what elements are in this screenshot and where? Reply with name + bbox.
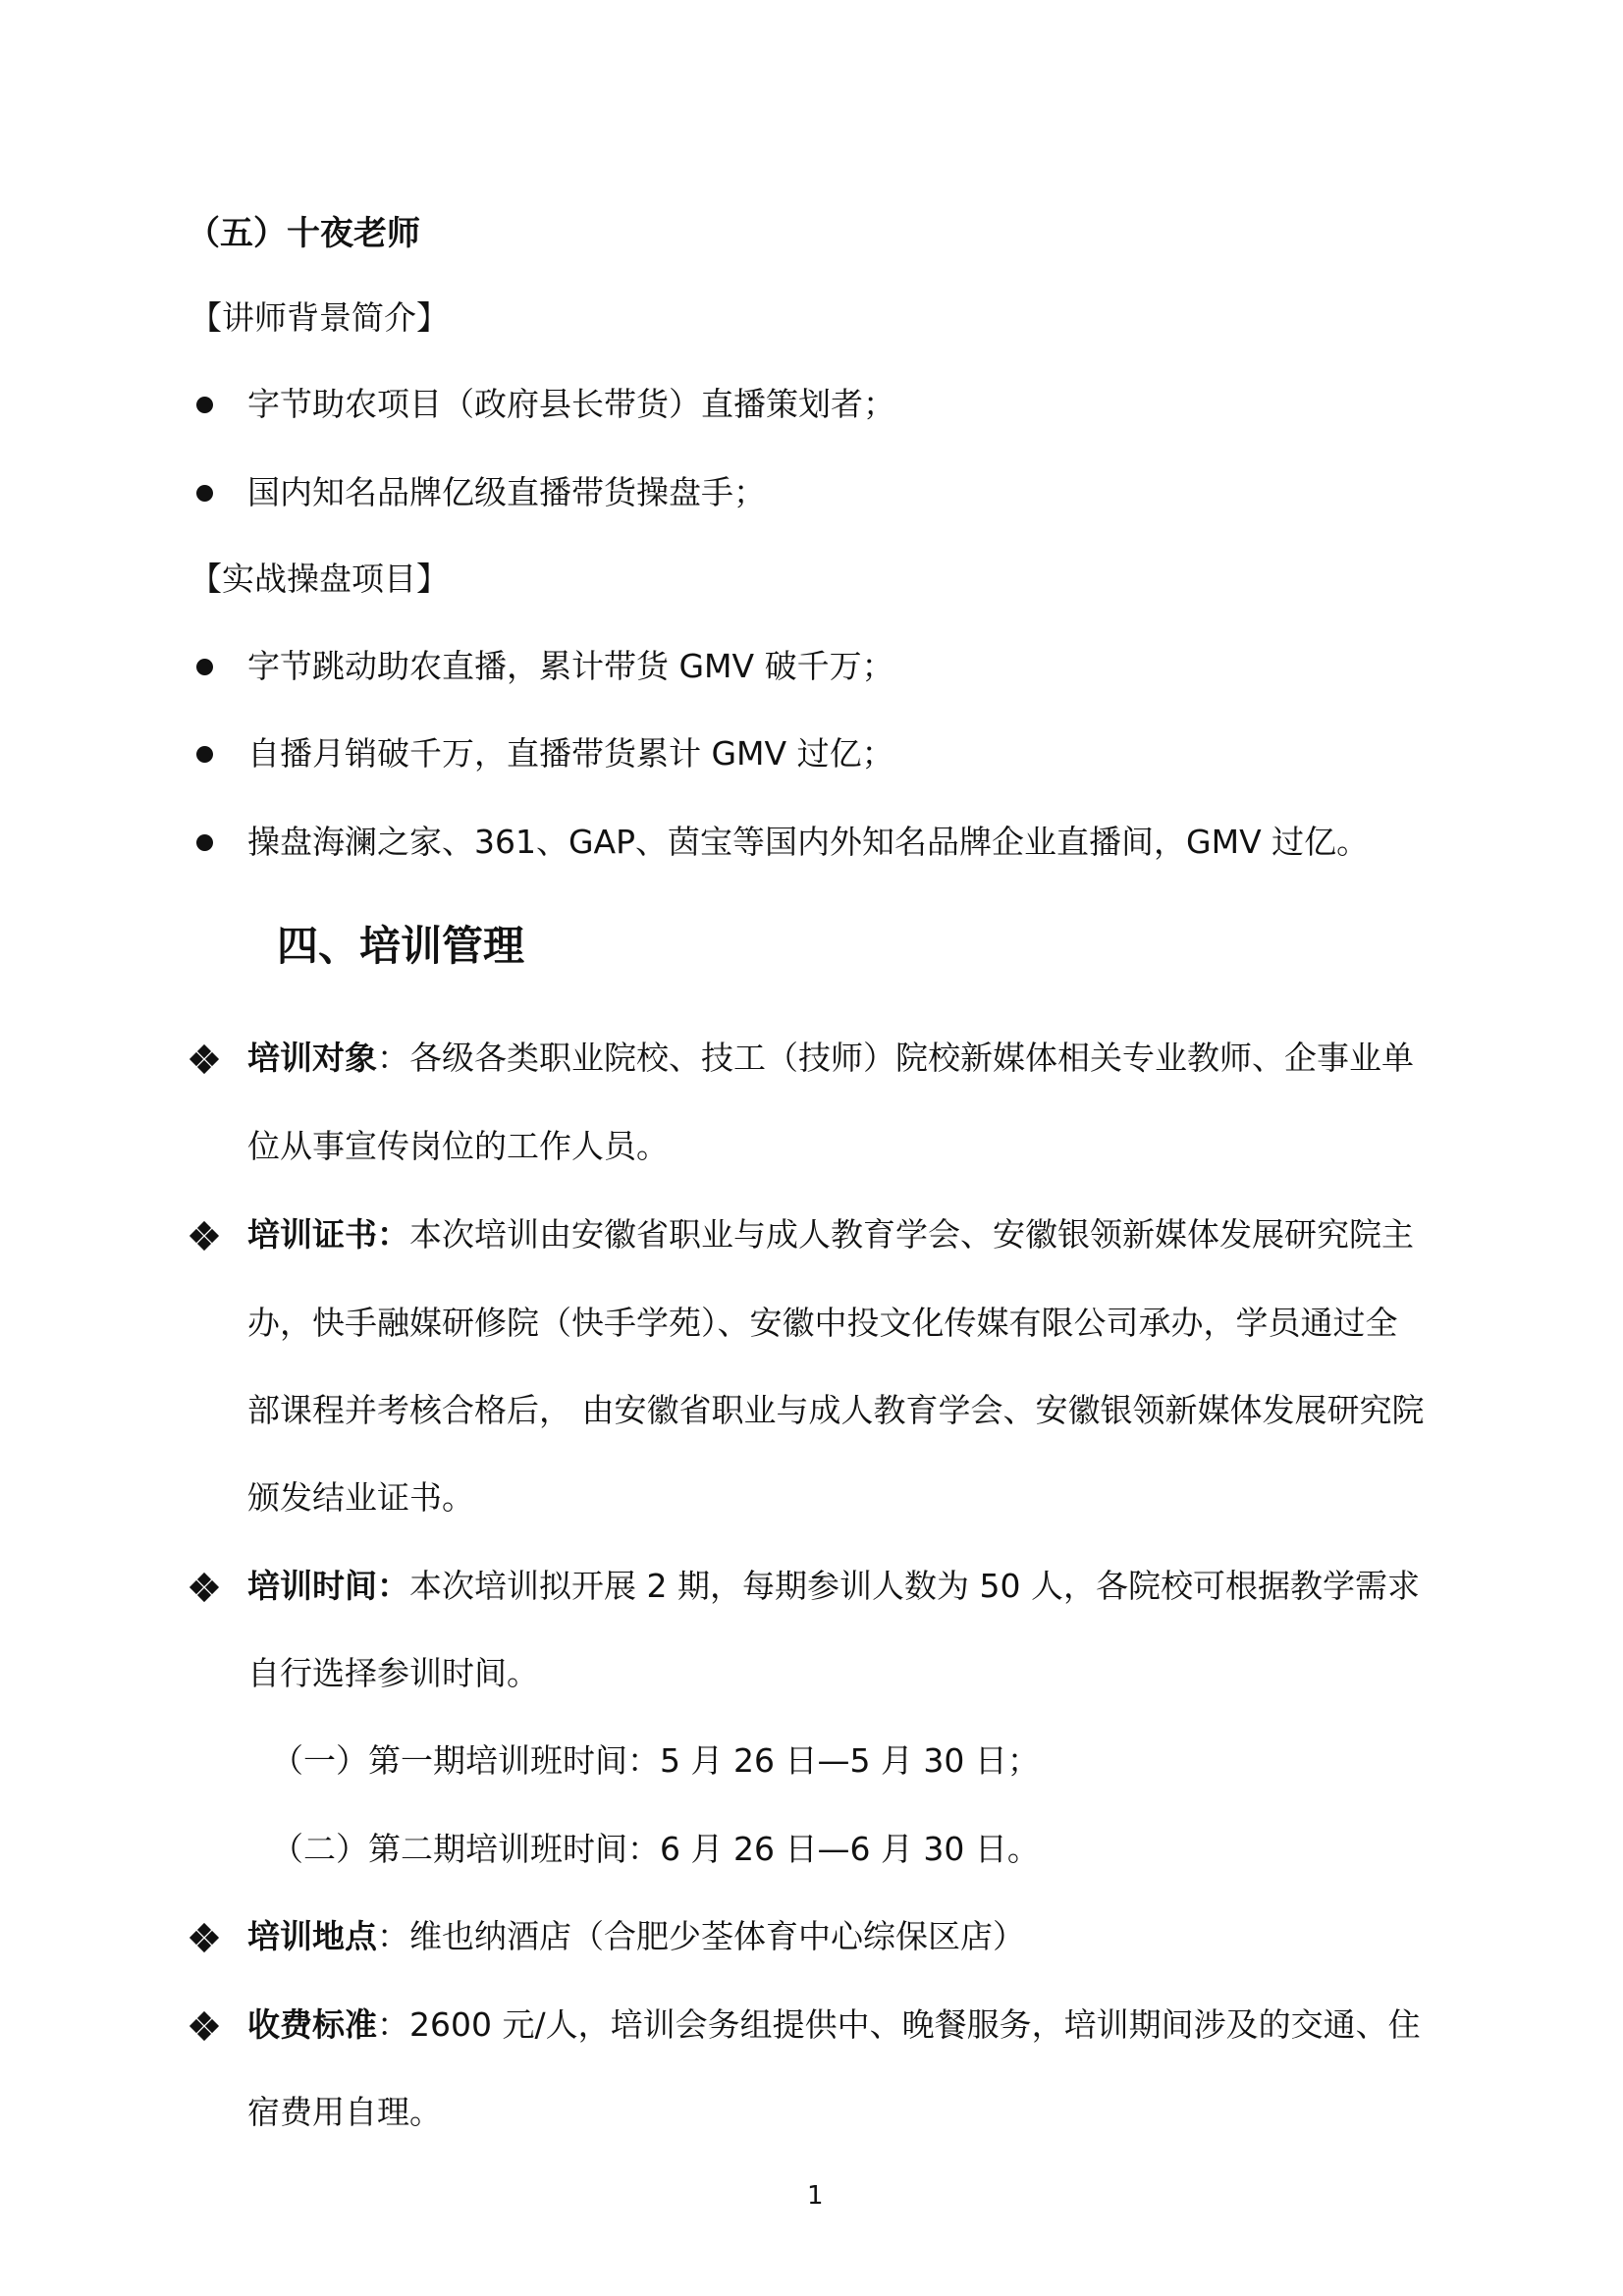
diamond-bullet-icon [191,1575,217,1600]
project-item: 操盘海澜之家、361、GAP、茵宝等国内外知名品牌企业直播间，GMV 过亿。 [247,823,1370,861]
target-text: 各级各类职业院校、技工（技师）院校新媒体相关专业教师、企事业单 [409,1039,1414,1077]
project-item: 自播月销破千万，直播带货累计 GMV 过亿； [247,734,894,773]
certificate-line2: 办，快手融媒研修院（快手学苑）、安徽中投文化传媒有限公司承办，学员通过全 [247,1304,1398,1342]
fee-line2: 宿费用自理。 [247,2093,442,2131]
certificate-label: 培训证书： [247,1215,409,1254]
projects-label: 【实战操盘项目】 [189,560,449,598]
time-line1 [247,1563,1420,1610]
location-text: 维也纳酒店（合肥少荃体育中心综保区店） [409,1917,1025,1955]
teacher-heading: （五）十夜老师 [187,214,420,253]
page-number: 1 [807,2181,824,2211]
target-label: 培训对象 [247,1039,377,1077]
time-label: 培训时间： [247,1567,409,1605]
certificate-line3: 部课程并考核合格后， 由安徽省职业与成人教育学会、安徽银领新媒体发展研究院 [247,1391,1425,1429]
target-line1 [247,1035,1414,1082]
location-sep: ： [377,1917,409,1955]
session-1: （一）第一期培训班时间：5 月 26 日—5 月 30 日； [271,1741,1040,1780]
bullet-dot-icon [196,659,213,675]
certificate-text: 本次培训由安徽省职业与成人教育学会、安徽银领新媒体发展研究院主 [409,1215,1414,1254]
certificate-line1 [247,1211,1414,1258]
fee-line1 [247,2002,1421,2049]
target-sep: ： [377,1039,409,1077]
time-line2: 自行选择参训时间。 [247,1654,539,1692]
diamond-bullet-icon [191,2013,217,2039]
session-2: （二）第二期培训班时间：6 月 26 日—6 月 30 日。 [271,1830,1040,1868]
bullet-dot-icon [196,746,213,763]
diamond-bullet-icon [191,1925,217,1950]
section-heading: 四、培训管理 [277,922,525,970]
bullet-dot-icon [196,834,213,851]
background-item: 国内知名品牌亿级直播带货操盘手； [247,473,766,511]
diamond-bullet-icon [191,1223,217,1249]
project-item: 字节跳动助农直播，累计带货 GMV 破千万； [247,647,894,685]
diamond-bullet-icon [191,1046,217,1072]
fee-text: 2600 元/人，培训会务组提供中、晚餐服务，培训期间涉及的交通、住 [409,2005,1421,2044]
fee-sep: ： [377,2005,409,2044]
fee-label: 收费标准 [247,2005,377,2044]
location-label: 培训地点 [247,1917,377,1955]
location-line [247,1913,1025,1960]
time-text: 本次培训拟开展 2 期，每期参训人数为 50 人，各院校可根据教学需求 [409,1567,1420,1605]
target-line2: 位从事宣传岗位的工作人员。 [247,1127,669,1165]
background-label: 【讲师背景简介】 [189,298,449,337]
certificate-line4: 颁发结业证书。 [247,1478,474,1517]
bullet-dot-icon [196,485,213,502]
bullet-dot-icon [196,397,213,413]
background-item: 字节助农项目（政府县长带货）直播策划者； [247,385,895,423]
